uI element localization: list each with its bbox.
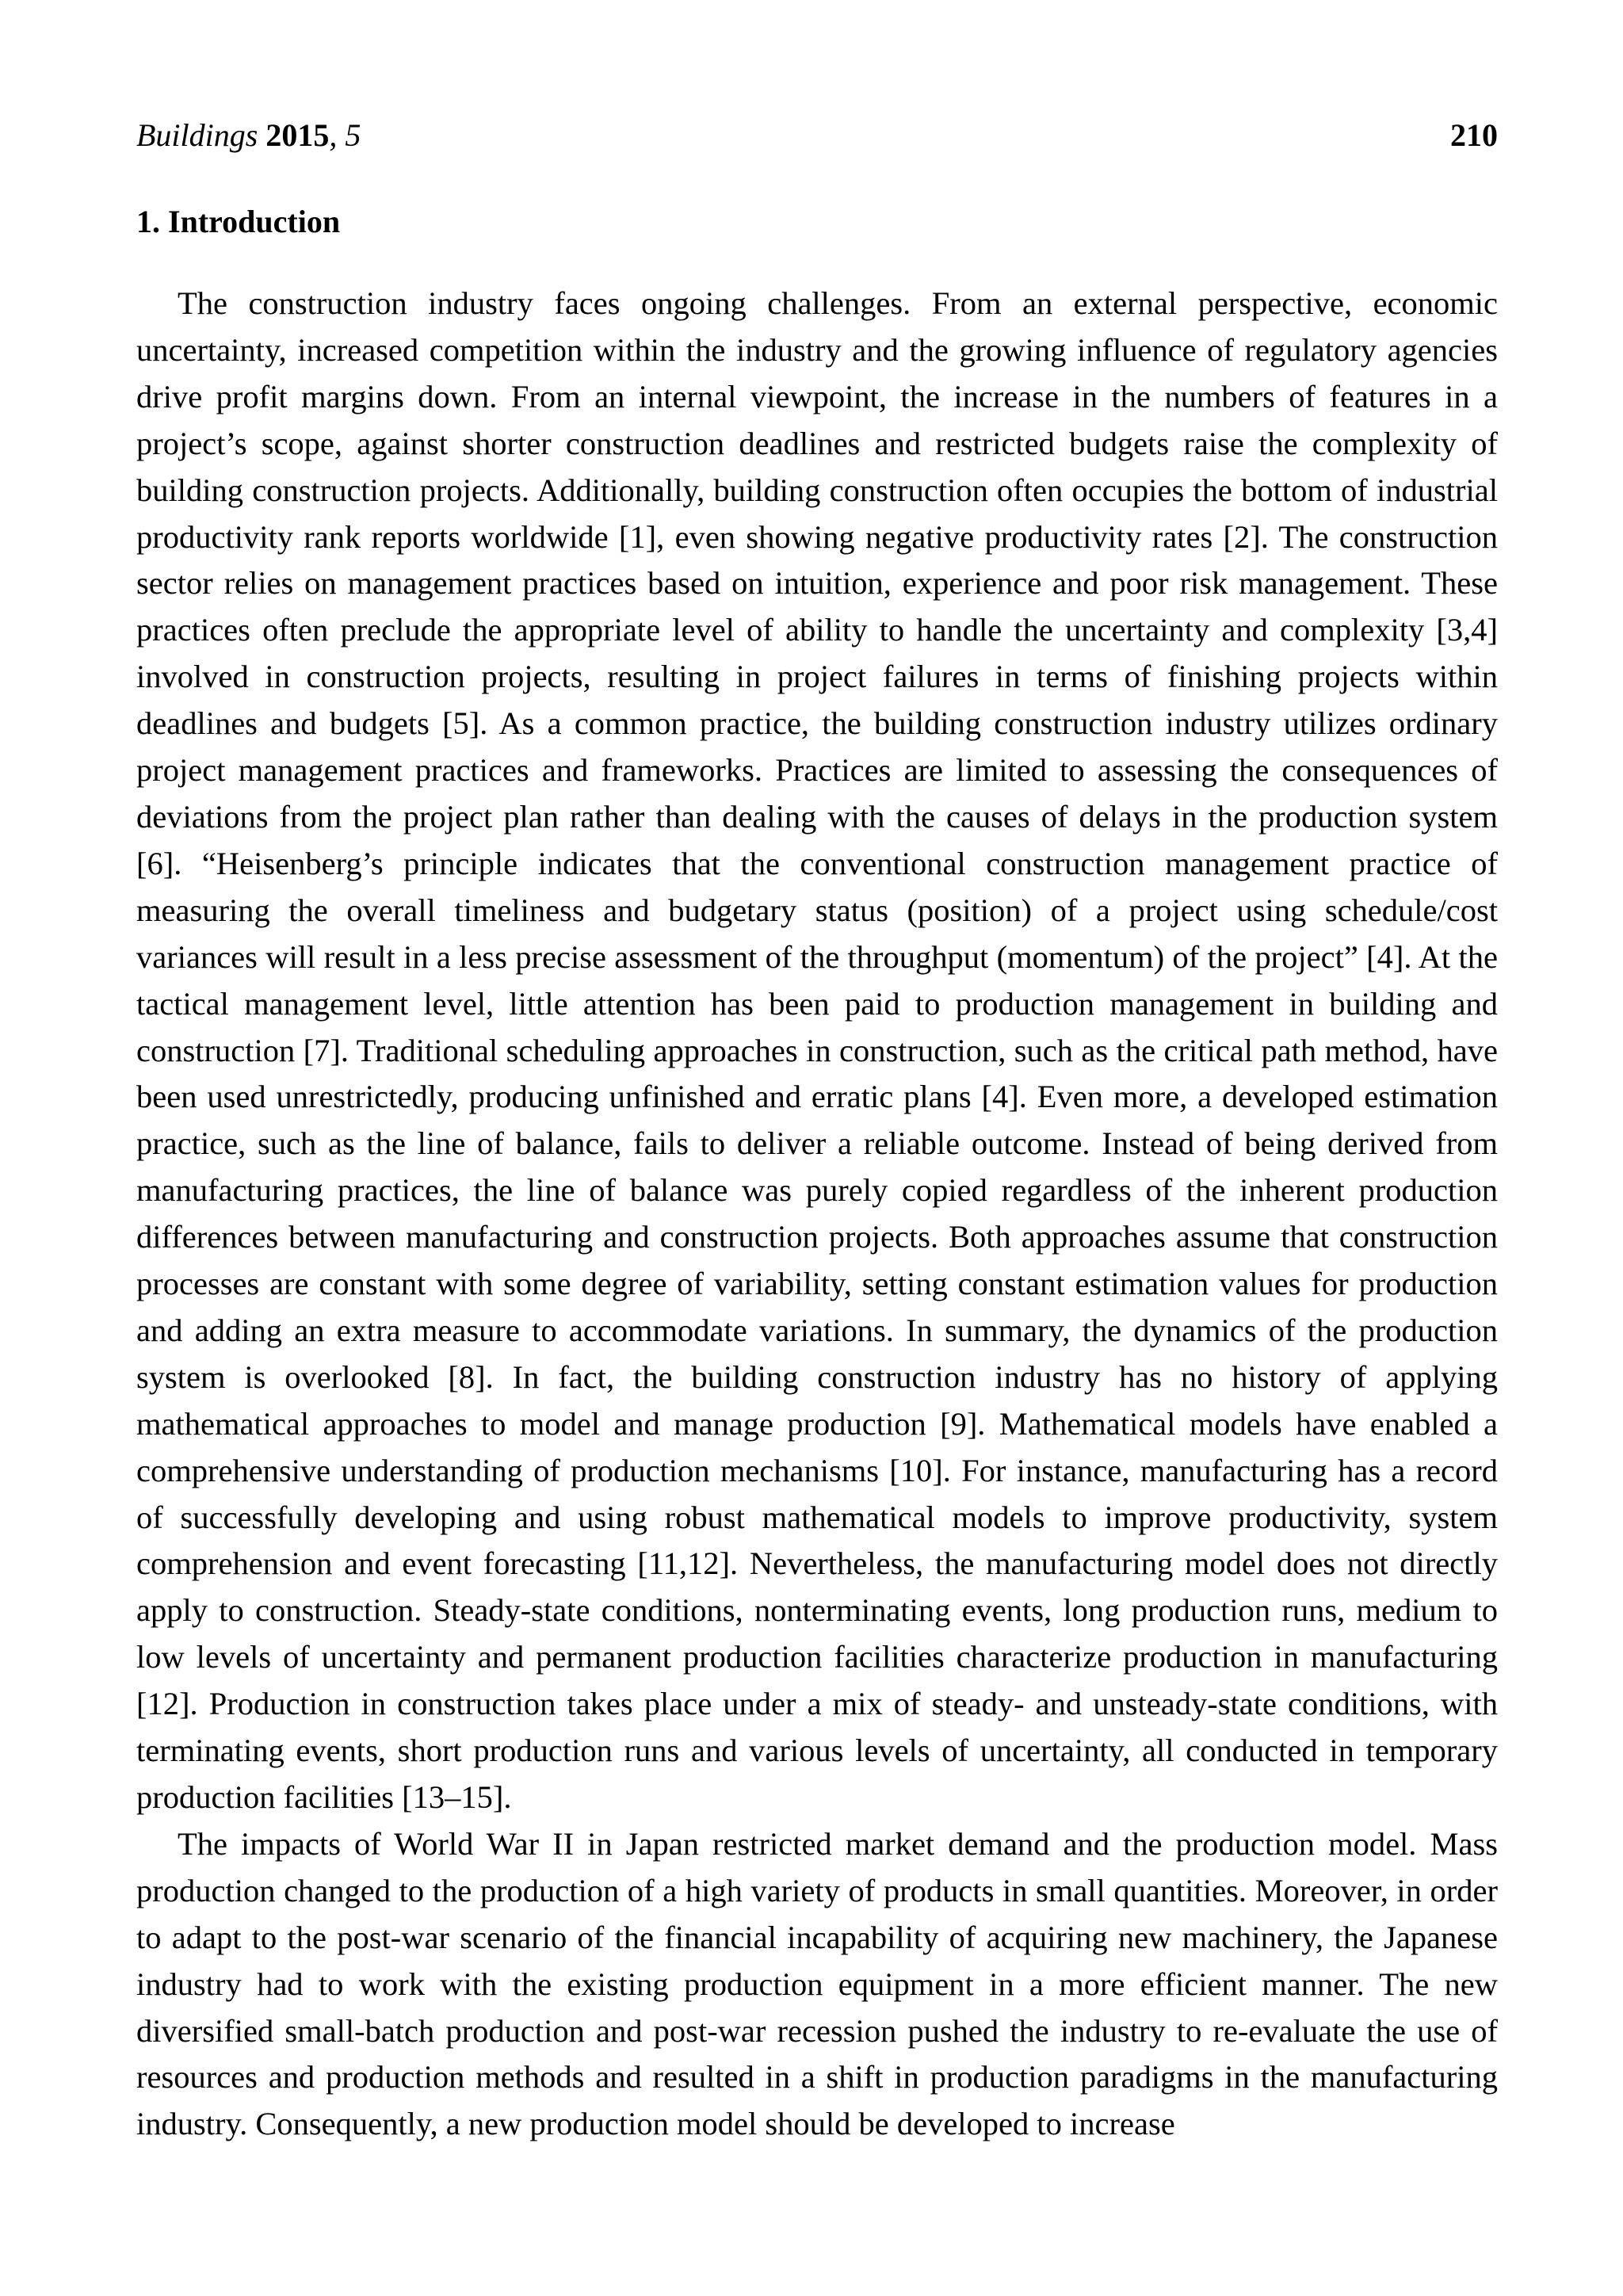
section-body bbox=[136, 281, 1498, 2148]
page-number: 210 bbox=[1450, 117, 1498, 153]
journal-volume: 5 bbox=[345, 117, 361, 153]
journal-name: Buildings bbox=[136, 117, 258, 153]
journal-year: 2015 bbox=[265, 117, 330, 153]
paragraph-2: The impacts of World War II in Japan restricted market demand and the production model. Mass production changed to the production of a high variety of products in small quantities. Moreover, in order to adapt to the post-war scenario of the financial incapability of acquiring new machinery, the Japanese industry had to work with the existing production equipment in a more efficient manner. The new diversified small-batch production and post-war recession pushed the industry to re-evaluate the use of resources and production methods and resulted in a shift in production paradigms in the manufacturing industry. Consequently, a new production model should be developed to increase bbox=[136, 1825, 1498, 2142]
running-header bbox=[136, 116, 1498, 155]
journal-citation: Buildings 2015, 5 bbox=[136, 117, 361, 153]
paragraph-1: The construction industry faces ongoing challenges. From an external perspective, economic uncertainty, increased competition within the industry and the growing influence of regulatory agencies drive profit margins down. From an internal viewpoint, the increase in the numbers of features in a project’s scope, against shorter construction deadlines and restricted budgets raise the complexity of building construction projects. Additionally, building construction often occupies the bottom of industrial productivity rank reports worldwide [1], even showing negative productivity rates [2]. The construction sector relies on management practices based on intuition, experience and poor risk management. These practices often preclude the appropriate level of ability to handle the uncertainty and complexity [3,4] involved in construction projects, resulting in project failures in terms of finishing projects within deadlines and budgets [5]. As a common practice, the building construction industry utilizes ordinary project management practices and frameworks. Practices are limited to assessing the consequences of deviations from the project plan rather than dealing with the causes of delays in the production system [6]. “Heisenberg’s principle indicates that the conventional construction management practice of measuring the overall timeliness and budgetary status (position) of a project using schedule/cost variances will result in a less precise assessment of the throughput (momentum) of the project” [4]. At the tactical management level, little attention has been paid to production management in building and construction [7]. Traditional scheduling approaches in construction, such as the critical path method, have been used unrestrictedly, producing unfinished and erratic plans [4]. Even more, a developed estimation practice, such as the line of balance, fails to deliver a reliable outcome. Instead of being derived from manufacturing practices, the line of balance was purely copied regardless of the inherent production differences between manufacturing and construction projects. Both approaches assume that construction processes are constant with some degree of variability, setting constant estimation values for production and adding an extra measure to accommodate variations. In summary, the dynamics of the production system is overlooked [8]. In fact, the building construction industry has no history of applying mathematical approaches to model and manage production [9]. Mathematical models have enabled a comprehensive understanding of production mechanisms [10]. For instance, manufacturing has a record of successfully developing and using robust mathematical models to improve productivity, system comprehension and event forecasting [11,12]. Nevertheless, the manufacturing model does not directly apply to construction. Steady-state conditions, nonterminating events, long production runs, medium to low levels of uncertainty and permanent production facilities characterize production in manufacturing [12]. Production in construction takes place under a mix of steady- and unsteady-state conditions, with terminating events, short production runs and various levels of uncertainty, all conducted in temporary production facilities [13–15]. bbox=[136, 285, 1498, 1815]
section-title: 1. Introduction bbox=[136, 204, 341, 239]
